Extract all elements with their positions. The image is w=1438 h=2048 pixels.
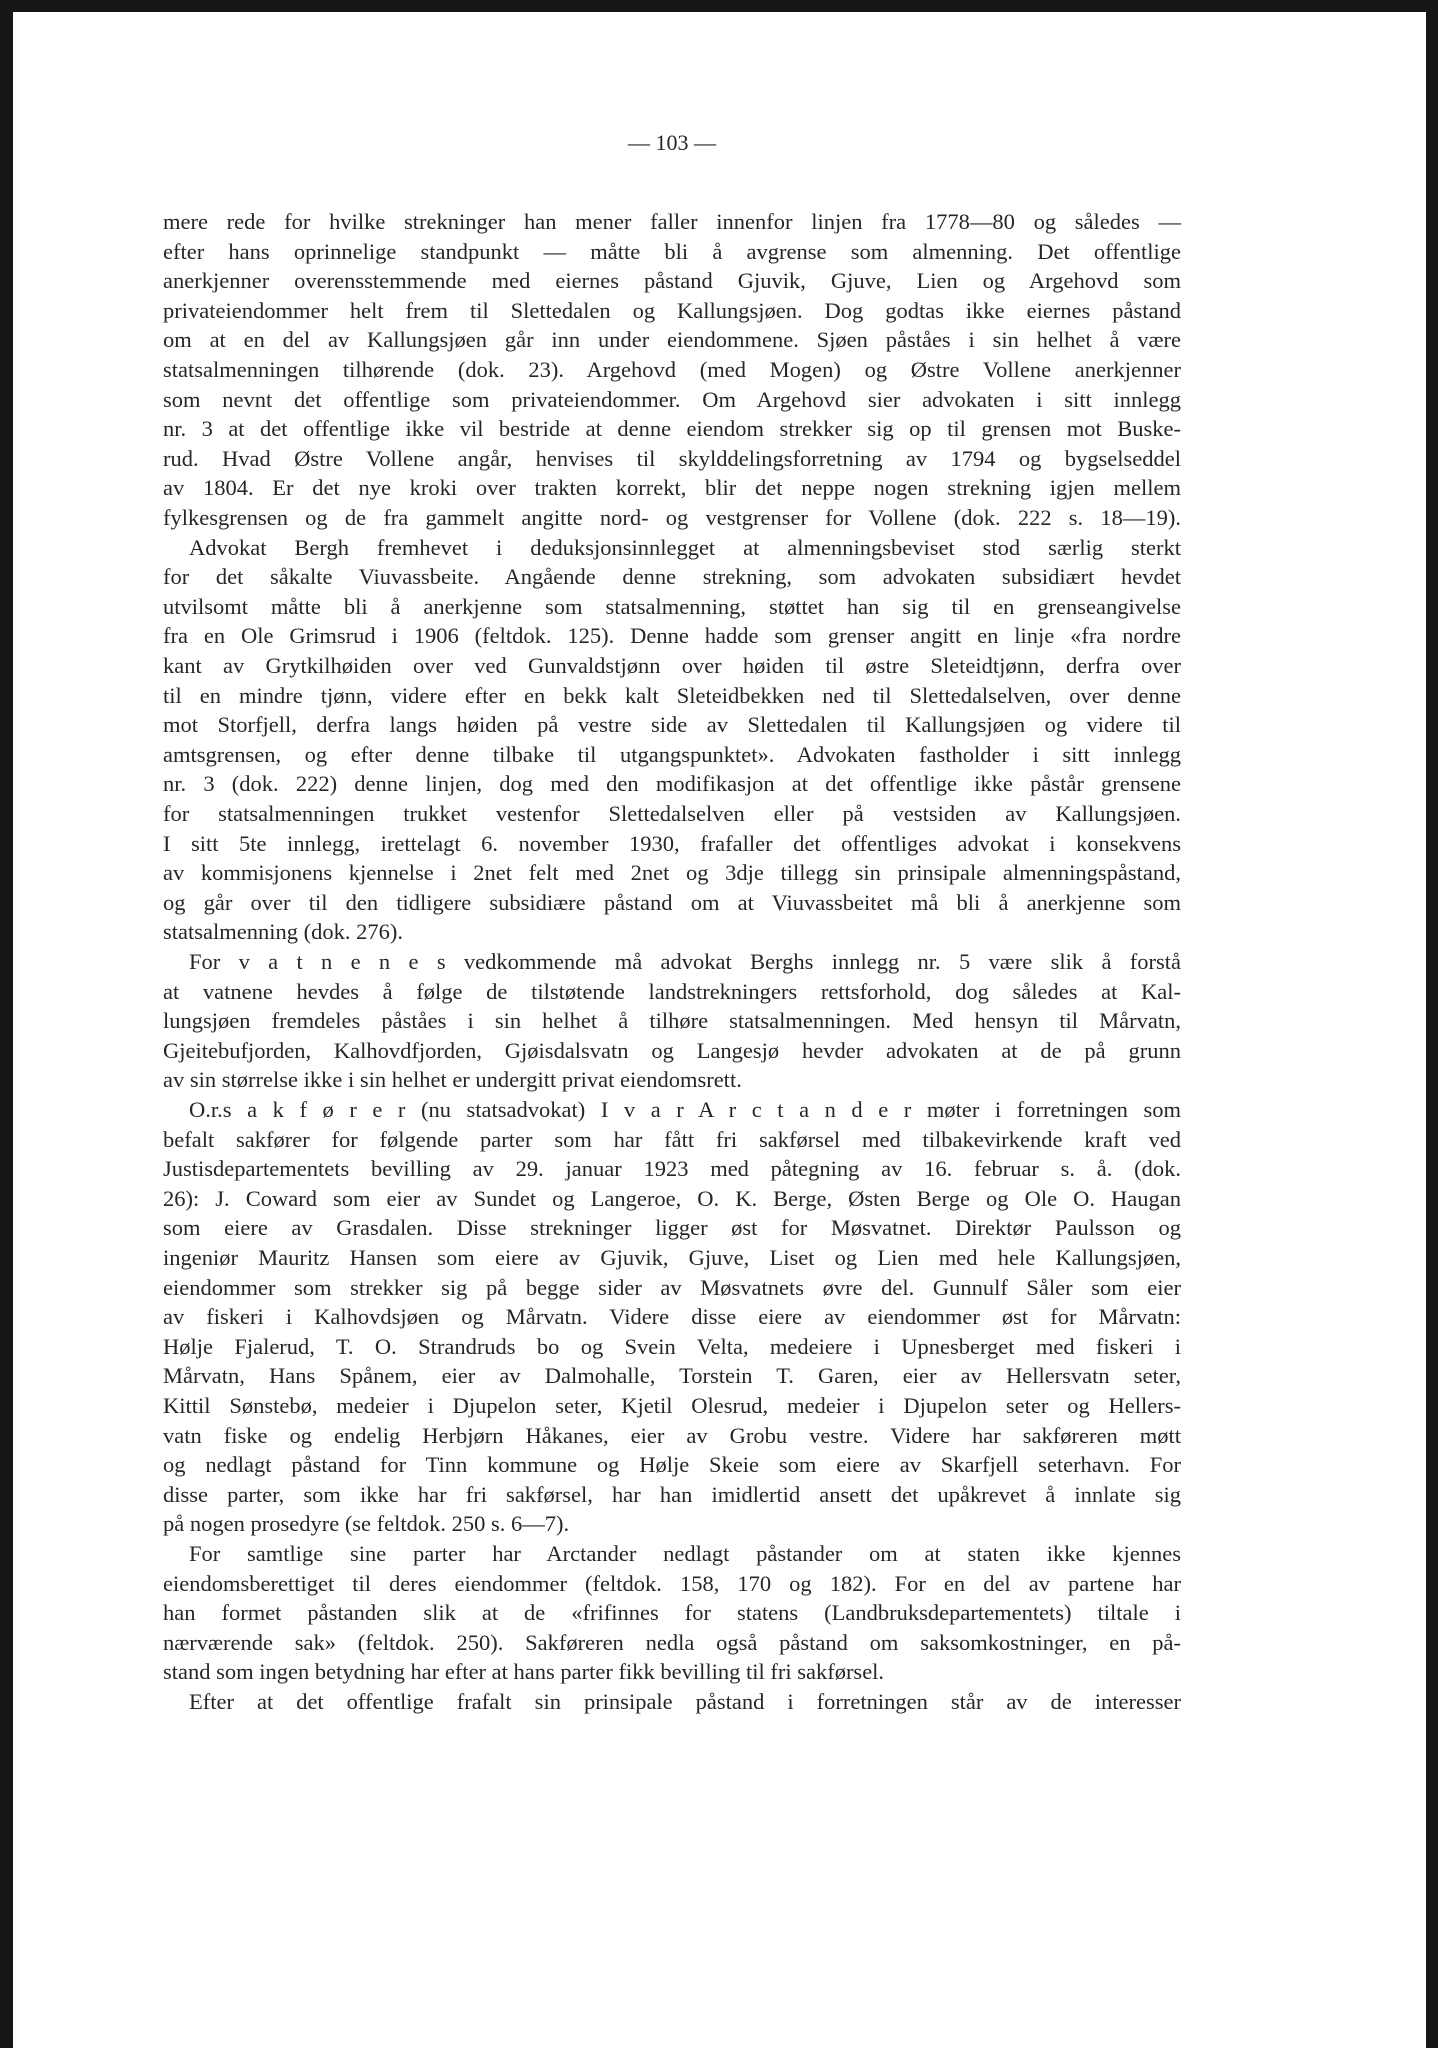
- text-line: utvilsomt måtte bli å anerkjenne som statsalmenning, støttet han sig til en grenseangivelse: [163, 593, 1181, 619]
- text-line: lungsjøen fremdeles påståes i sin helhet å tilhøre statsalmenningen. Med hensyn til Mårvatn,: [163, 1008, 1181, 1034]
- paragraph-first-line: Advokat Bergh fremhevet i deduksjonsinnlegget at almenningsbeviset stod særlig sterkt: [189, 534, 1181, 560]
- text-line: Hølje Fjalerud, T. O. Strandruds bo og Svein Velta, medeiere i Upnesberget med fiskeri i: [163, 1333, 1181, 1359]
- page-number: — 103 —: [628, 130, 716, 155]
- paragraph-first-line: For samtlige sine parter har Arctander nedlagt påstander om at staten ikke kjennes: [189, 1541, 1181, 1566]
- text-line: han formet påstanden slik at de «frifinnes for statens (Landbruksdepartementets) tiltale i: [163, 1600, 1181, 1626]
- text-line: som eiere av Grasdalen. Disse strekninger ligger øst for Møsvatnet. Direktør Paulsson og: [163, 1215, 1181, 1241]
- text-line: nr. 3 at det offentlige ikke vil bestride at denne eiendom strekker sig op til grensen mot Buske-: [163, 416, 1181, 442]
- text-line: nærværende sak» (feltdok. 250). Sakføreren nedla også påstand om saksomkostninger, en på-: [163, 1629, 1181, 1655]
- text-line: til en mindre tjønn, videre efter en bekk kalt Sleteidbekken ned til Slettedalselven, over denne: [163, 682, 1181, 708]
- text-line: av 1804. Er det nye kroki over trakten korrekt, blir det neppe nogen strekning igjen mellem: [163, 475, 1181, 501]
- text-line: mere rede for hvilke strekninger han mener faller innenfor linjen fra 1778—80 og således —: [163, 209, 1181, 234]
- paragraph-first-line: O.r.s a k f ø r e r (nu statsadvokat) I v a r A r c t a n d e r møter i forretningen som: [189, 1097, 1181, 1122]
- text-line: Mårvatn, Hans Spånem, eier av Dalmohalle, Torstein T. Garen, eier av Hellersvatn seter,: [163, 1363, 1181, 1389]
- paragraph-first-line: For v a t n e n e s vedkommende må advokat Berghs innlegg nr. 5 være slik å forstå: [189, 949, 1181, 974]
- text-line: Gjeitebufjorden, Kalhovdfjorden, Gjøisdalsvatn og Langesjø hevder advokaten at de på grunn: [163, 1037, 1181, 1063]
- text-line: anerkjenner overensstemmende med eiernes påstand Gjuvik, Gjuve, Lien og Argehovd som: [163, 268, 1181, 294]
- text-line: fra en Ole Grimsrud i 1906 (feltdok. 125). Denne hadde som grenser angitt en linje «fra nordre: [163, 623, 1181, 649]
- text-line: privateiendommer helt frem til Slettedalen og Kallungsjøen. Dog godtas ikke eiernes påstand: [163, 297, 1181, 323]
- text-line: at vatnene hevdes å følge de tilstøtende landstrekningers rettsforhold, dog således at Kal-: [163, 978, 1181, 1004]
- text-line: på nogen prosedyre (se feltdok. 250 s. 6—7).: [163, 1511, 570, 1537]
- text-line: statsalmenning (dok. 276).: [163, 919, 403, 945]
- text-line: om at en del av Kallungsjøen går inn under eiendommene. Sjøen påståes i sin helhet å være: [163, 327, 1181, 353]
- text-line: befalt sakfører for følgende parter som har fått fri sakførsel med tilbakevirkende kraft ved: [163, 1126, 1181, 1152]
- text-line: vatn fiske og endelig Herbjørn Håkanes, eier av Grobu vestre. Videre har sakføreren møtt: [163, 1422, 1181, 1448]
- scanned-page: [13, 12, 1426, 2048]
- text-line: efter hans oprinnelige standpunkt — måtte bli å avgrense som almenning. Det offentlige: [163, 238, 1181, 264]
- text-line: Justisdepartementets bevilling av 29. januar 1923 med påtegning av 16. februar s. å. (dok.: [163, 1156, 1181, 1182]
- paragraph-first-line: Efter at det offentlige frafalt sin prinsipale påstand i forretningen står av de interesser: [189, 1689, 1181, 1714]
- text-line: statsalmenningen tilhørende (dok. 23). Argehovd (med Mogen) og Østre Vollene anerkjenner: [163, 357, 1181, 382]
- text-line: eiendommer som strekker sig på begge sider av Møsvatnets øvre del. Gunnulf Såler som eier: [163, 1274, 1181, 1300]
- text-line: for det såkalte Viuvassbeite. Angående denne strekning, som advokaten subsidiært hevdet: [163, 564, 1181, 590]
- text-line: av sin størrelse ikke i sin helhet er undergitt privat eiendomsrett.: [163, 1067, 742, 1093]
- text-line: kant av Grytkilhøiden over ved Gunvaldstjønn over høiden til østre Sleteidtjønn, derfra over: [163, 653, 1181, 678]
- text-line: for statsalmenningen trukket vestenfor Slettedalselven eller på vestsiden av Kallungsjøen.: [163, 801, 1181, 826]
- text-line: ingeniør Mauritz Hansen som eiere av Gjuvik, Gjuve, Liset og Lien med hele Kallungsjøen,: [163, 1245, 1181, 1270]
- text-line: stand som ingen betydning har efter at hans parter fikk bevilling til fri sakførsel.: [163, 1659, 885, 1685]
- text-line: fylkesgrensen og de fra gammelt angitte nord- og vestgrenser for Vollene (dok. 222 s. 18—19).: [163, 505, 1181, 530]
- text-line: nr. 3 (dok. 222) denne linjen, dog med den modifikasjon at det offentlige ikke påstår grensene: [163, 771, 1181, 797]
- text-line: amtsgrensen, og efter denne tilbake til utgangspunktet». Advokaten fastholder i sitt innlegg: [163, 741, 1181, 767]
- text-line: og nedlagt påstand for Tinn kommune og Hølje Skeie som eiere av Skarfjell seterhavn. For: [163, 1452, 1181, 1478]
- text-line: Kittil Sønstebø, medeier i Djupelon seter, Kjetil Olesrud, medeier i Djupelon seter og Hellers-: [163, 1393, 1181, 1418]
- text-line: mot Storfjell, derfra langs høiden på vestre side av Slettedalen til Kallungsjøen og videre til: [163, 712, 1181, 738]
- text-line: og går over til den tidligere subsidiære påstand om at Viuvassbeitet må bli å anerkjenne som: [163, 889, 1181, 915]
- text-line: disse parter, som ikke har fri sakførsel, har han imidlertid ansett det upåkrevet å innlate sig: [163, 1481, 1181, 1507]
- text-line: 26): J. Coward som eier av Sundet og Langeroe, O. K. Berge, Østen Berge og Ole O. Haugan: [163, 1185, 1181, 1211]
- text-line: eiendomsberettiget til deres eiendommer (feltdok. 158, 170 og 182). For en del av partene har: [163, 1570, 1181, 1596]
- text-line: I sitt 5te innlegg, irettelagt 6. november 1930, frafaller det offentliges advokat i konsekvens: [163, 830, 1181, 856]
- text-line: av kommisjonens kjennelse i 2net felt med 2net og 3dje tillegg sin prinsipale almenningspåstand,: [163, 860, 1181, 886]
- text-line: av fiskeri i Kalhovdsjøen og Mårvatn. Videre disse eiere av eiendommer øst for Mårvatn:: [163, 1304, 1181, 1330]
- text-line: som nevnt det offentlige som privateiendommer. Om Argehovd sier advokaten i sitt innlegg: [163, 386, 1181, 412]
- text-line: rud. Hvad Østre Vollene angår, henvises til skylddelingsforretning av 1794 og bygselseddel: [163, 445, 1181, 471]
